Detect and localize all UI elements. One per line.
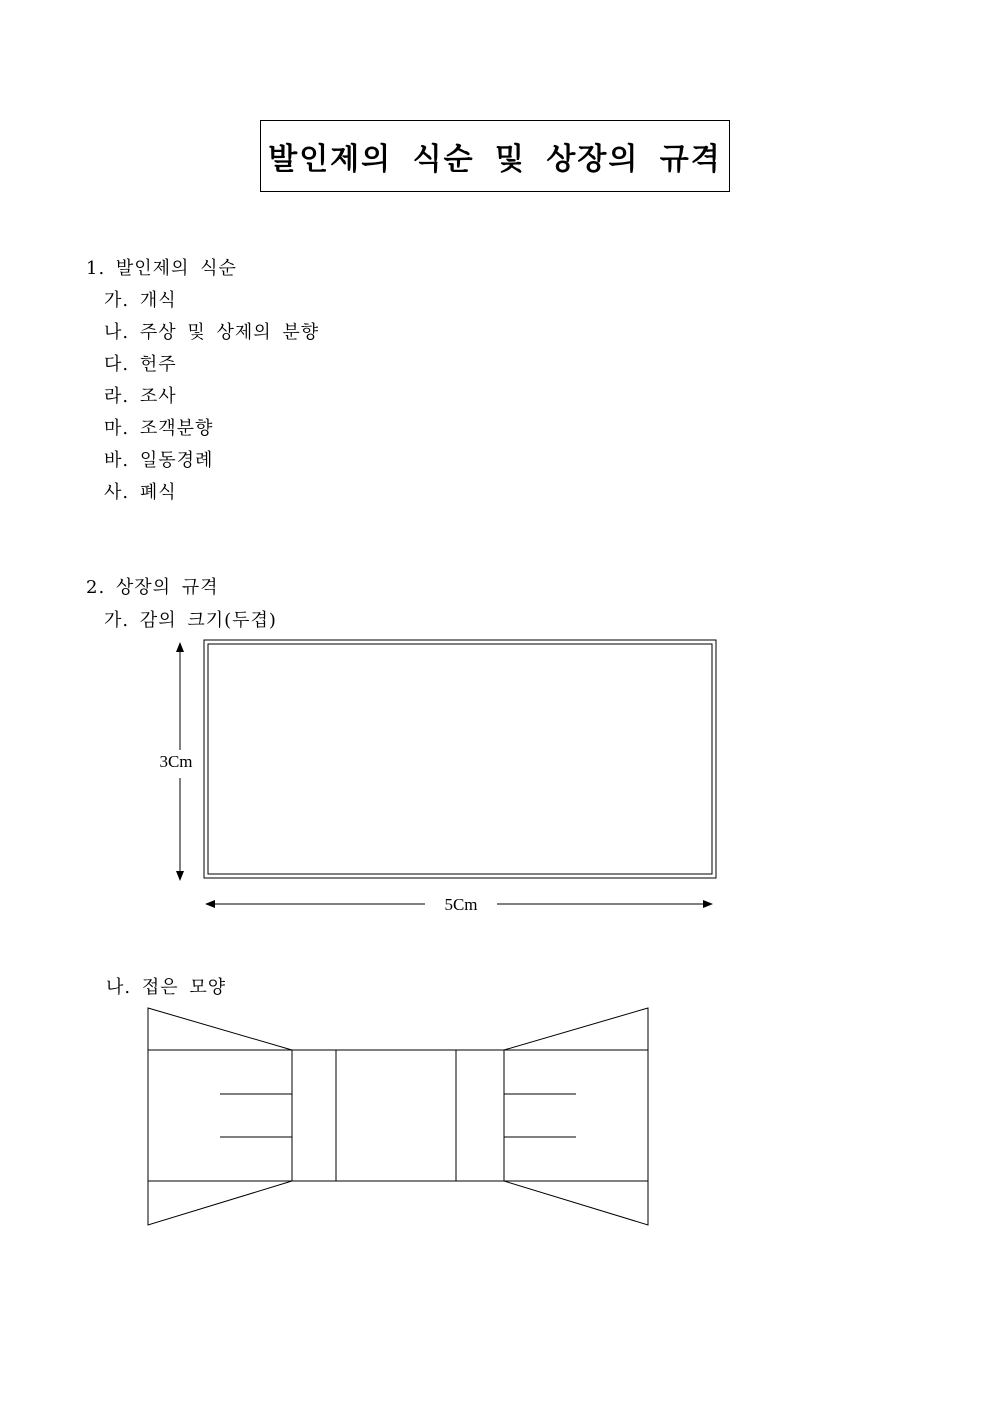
list-item: 사. 폐식 (104, 482, 177, 503)
list-item: 가. 개식 (104, 290, 177, 311)
sub-heading-fold: 나. 접은 모양 (106, 977, 227, 998)
sub-heading-size: 가. 감의 크기(두겹) (104, 610, 277, 631)
list-item: 바. 일동경례 (104, 450, 214, 471)
section2-heading: 2. 상장의 규격 (86, 577, 219, 598)
section1-heading: 1. 발인제의 식순 (86, 258, 237, 279)
band-inner-rect (208, 644, 712, 874)
list-item: 다. 헌주 (104, 354, 177, 375)
list-item: 나. 주상 및 상제의 분향 (104, 322, 320, 343)
height-label: 3Cm (159, 752, 193, 771)
page-title: 발인제의 식순 및 상장의 규격 (268, 142, 722, 177)
list-item: 라. 조사 (104, 386, 177, 407)
list-item: 마. 조객분향 (104, 418, 214, 439)
band-outer-rect (204, 640, 716, 878)
folded-shape (148, 1008, 648, 1225)
width-label: 5Cm (444, 895, 478, 914)
